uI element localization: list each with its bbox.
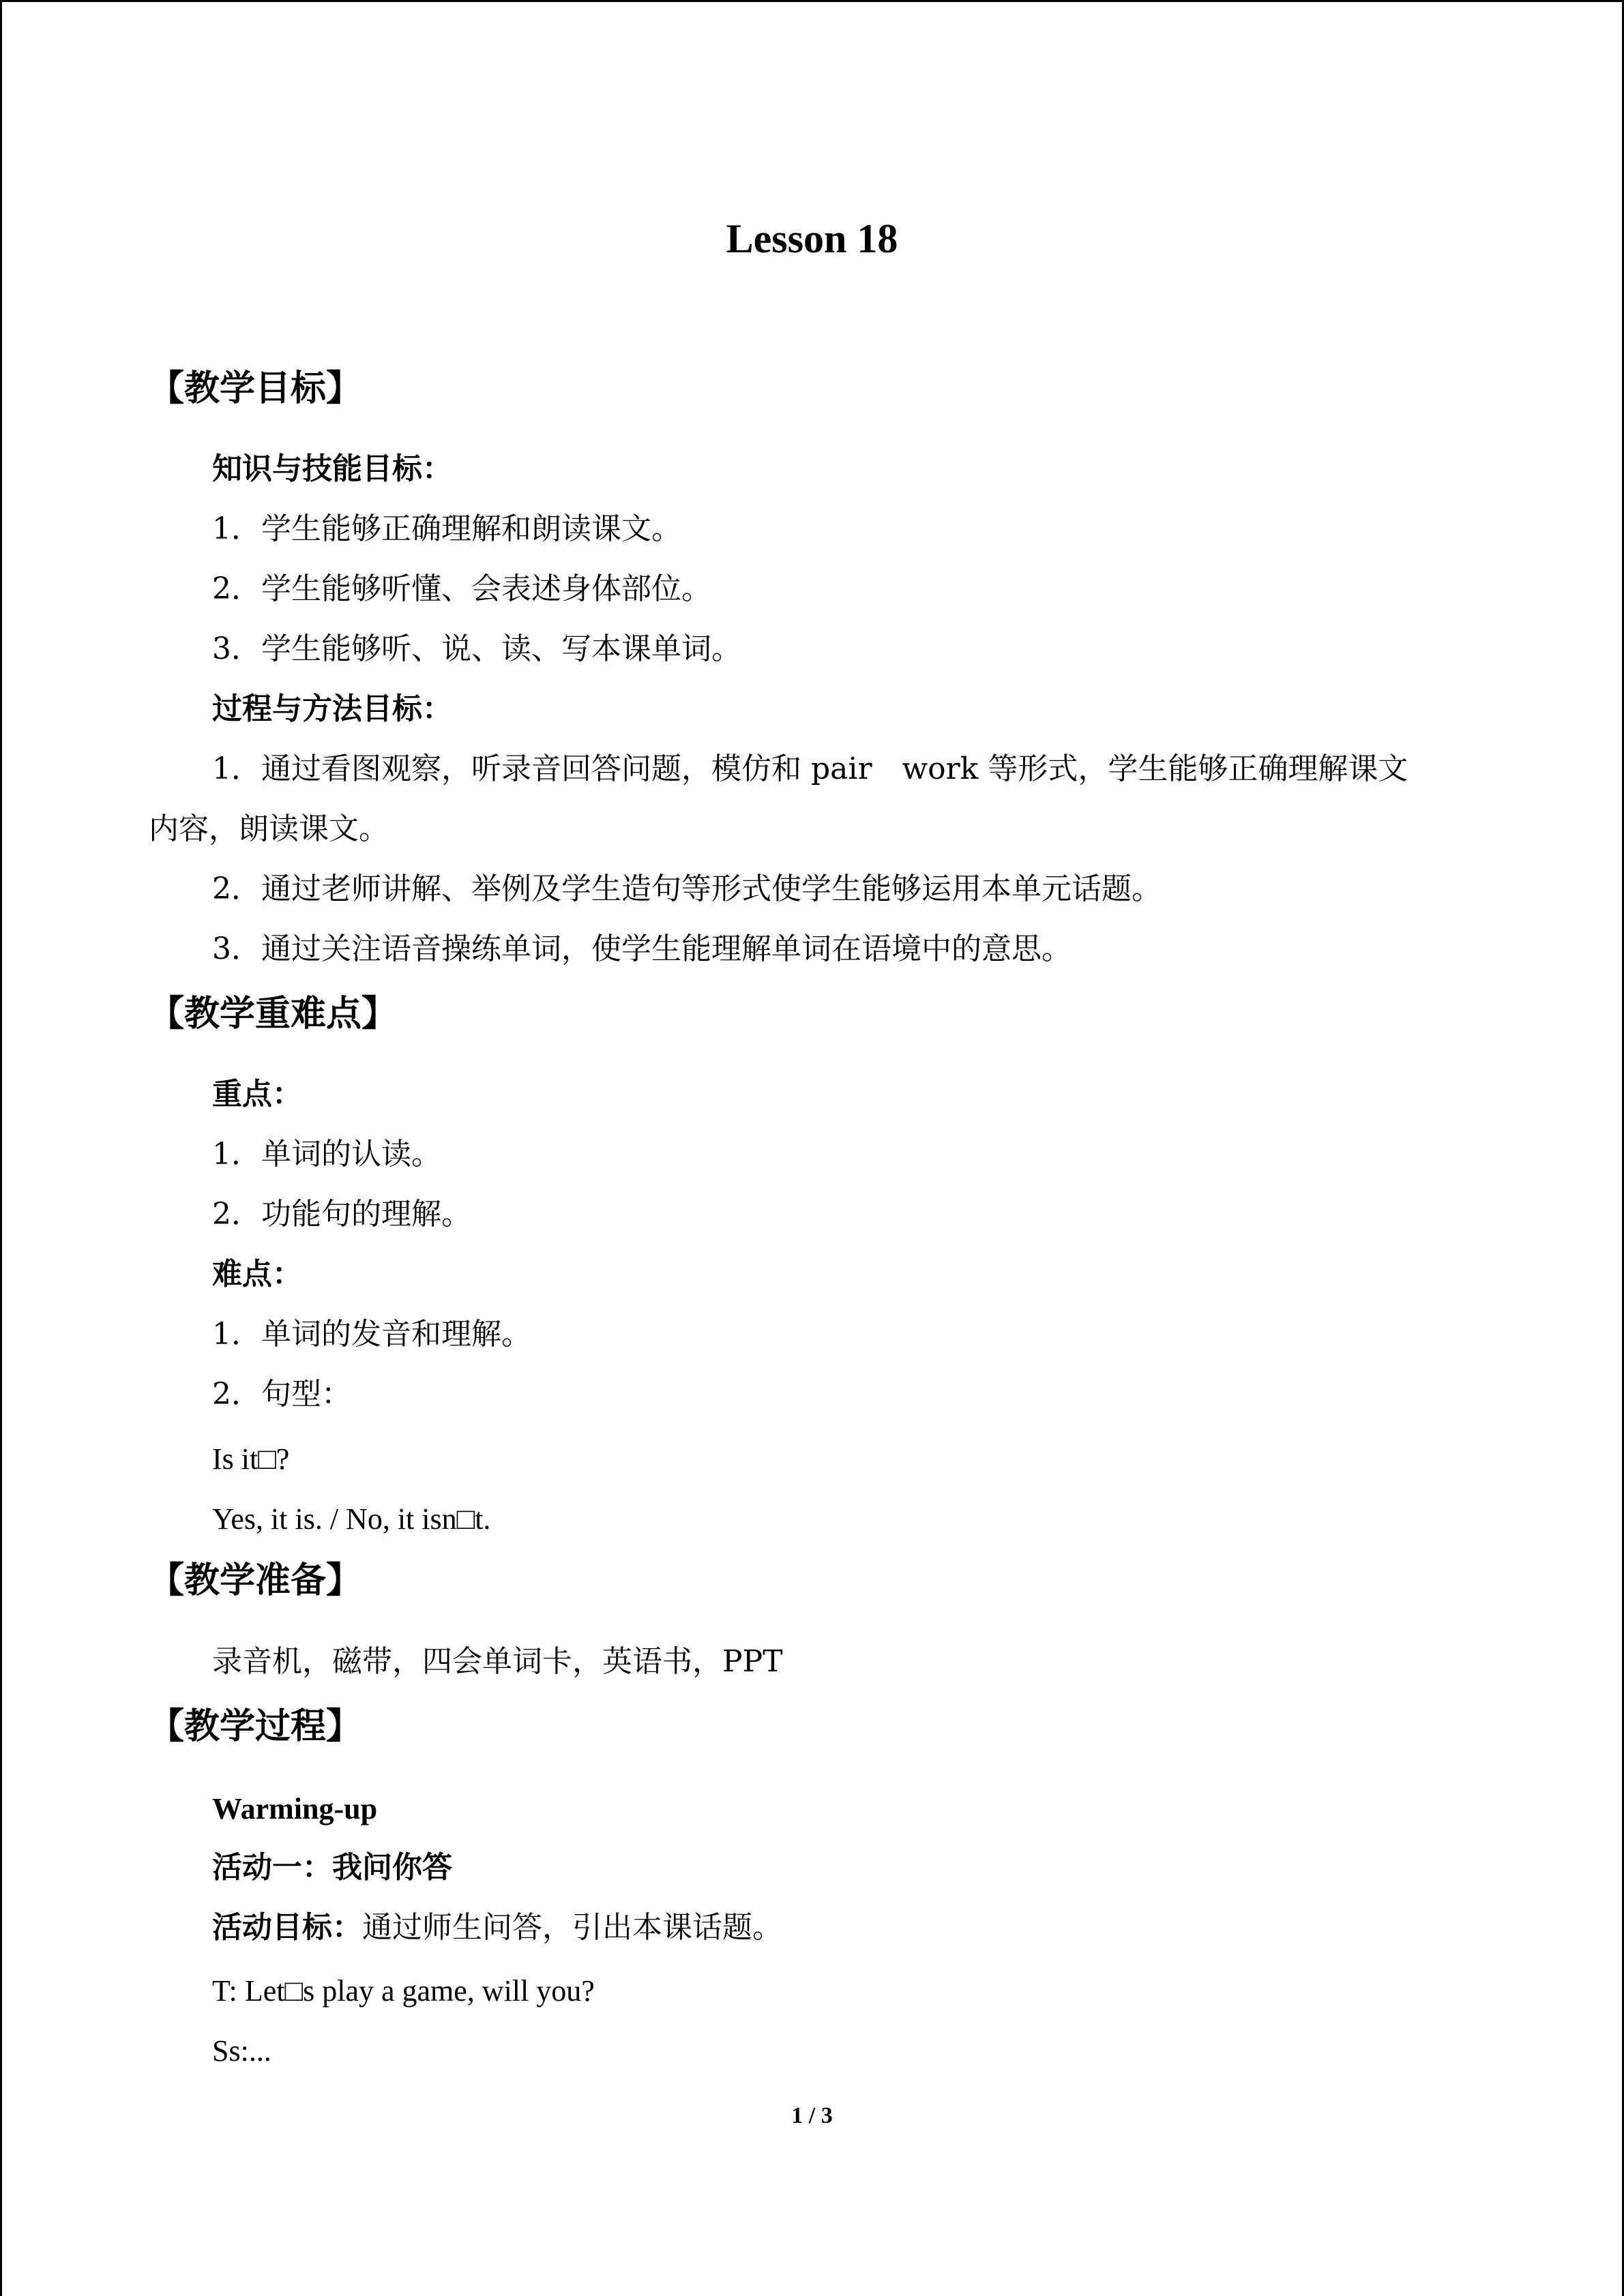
page-title: Lesson 18 [726,216,898,261]
page-number: 1 / 3 [791,2103,833,2128]
sentence-pattern-2: Yes, it is. / No, it isn□t. [212,1502,491,1536]
process-item-3: 3．通过关注语音操练单词，使学生能理解单词在语境中的意思。 [212,931,1072,966]
difficulty-item-2: 2．句型： [212,1377,351,1412]
process-item-2: 2．通过老师讲解、举例及学生造句等形式使学生能够运用本单元话题。 [212,871,1162,906]
knowledge-label: 知识与技能目标： [212,451,452,486]
dialog-line-2: Ss:... [212,2034,271,2068]
activity-1-label: 活动一：我问你答 [212,1850,452,1885]
activity-goal [212,1907,782,1948]
focus-item-2: 2．功能句的理解。 [212,1197,471,1232]
section-heading-key-points: 【教学重难点】 [149,994,398,1034]
section-heading-preparation: 【教学准备】 [149,1560,362,1601]
preparation-text: 录音机，磁带，四会单词卡，英语书，PPT [212,1644,783,1679]
section-heading-process: 【教学过程】 [149,1706,362,1747]
warmup-label: Warming-up [212,1792,378,1825]
activity-goal-label: 活动目标： [212,1910,362,1945]
sentence-pattern-1: Is it□? [212,1442,290,1476]
process-label: 过程与方法目标： [212,691,452,726]
section-heading-objectives: 【教学目标】 [149,368,362,409]
knowledge-item-2: 2．学生能够听懂、会表述身体部位。 [212,571,711,606]
difficulty-item-1: 1．单词的发音和理解。 [212,1317,531,1352]
difficulty-label: 难点： [212,1257,302,1292]
knowledge-item-1: 1．学生能够正确理解和朗读课文。 [212,511,681,546]
activity-goal-text: 通过师生问答，引出本课话题。 [362,1910,782,1945]
knowledge-item-3: 3．学生能够听、说、读、写本课单词。 [212,631,741,666]
dialog-line-1: T: Let□s play a game, will you? [212,1974,595,2008]
focus-label: 重点： [212,1077,302,1112]
process-item-1-line-1: 1．通过看图观察，听录音回答问题，模仿和 pair work 等形式，学生能够正确理解课文 [212,751,1408,786]
process-item-1-line-2: 内容，朗读课文。 [149,811,389,846]
focus-item-1: 1．单词的认读。 [212,1137,441,1172]
